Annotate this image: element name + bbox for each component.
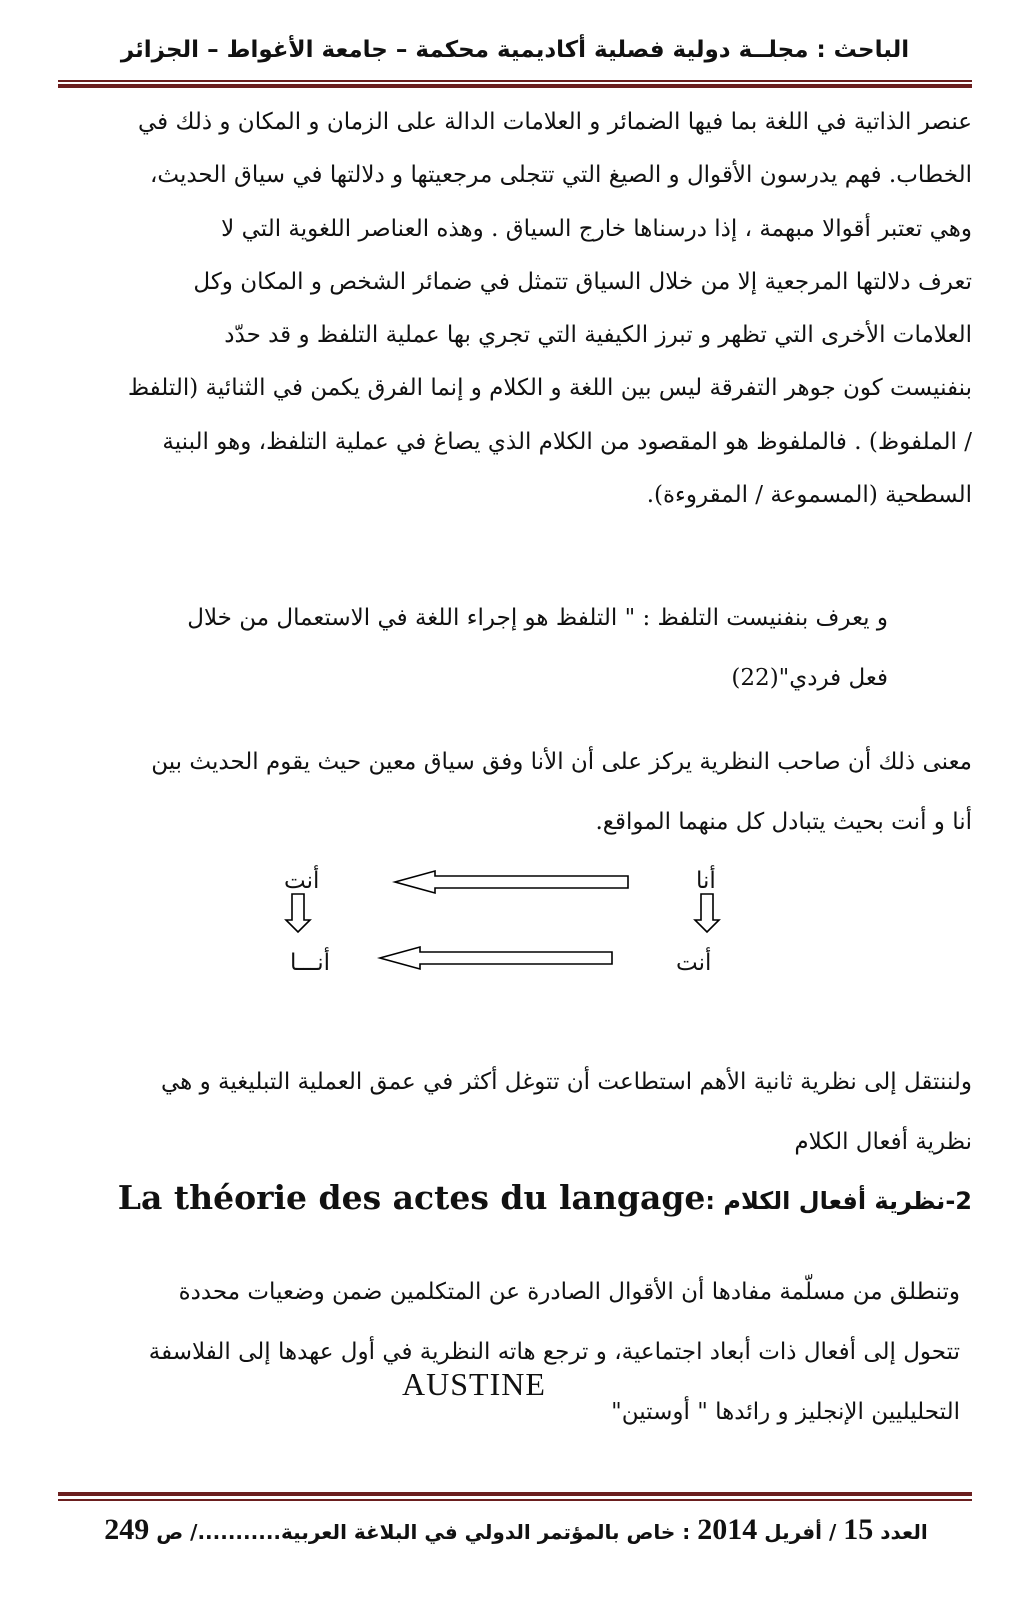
page-footer [60,1508,972,1552]
bottom-left-arrow [380,947,612,969]
text-line: أنا و أنت بحيث يتبادل كل منهما المواقع. [595,809,972,835]
right-down-arrow [695,894,719,932]
diagram-label-ana-bottom: أنـــا [290,950,331,976]
paragraph-benveniste-definition [62,588,972,708]
heading-colon: : [705,1187,716,1215]
footer-rule-thick [58,1492,972,1496]
footer-issue-number: 15 [843,1513,874,1546]
text-line: وهي تعتبر أقوالا مبهمة ، إذا درسناها خارج السياق . وهذه العناصر اللغوية التي لا [221,215,972,242]
text-line: عنصر الذاتية في اللغة بما فيها الضمائر و العلامات الدالة على الزمان و المكان و ذلك في [137,109,972,135]
text-line: معنى ذلك أن صاحب النظرية يركز على أن الأنا وفق سياق معين حيث يقوم الحديث بين [151,749,972,775]
footer-text: خاص بالمؤتمر الدولي في البلاغة العربية.........../ [190,1520,676,1544]
section-heading [92,1176,972,1223]
text-line: تعرف دلالتها المرجعية إلا من خلال السياق تتمثل في ضمائر الشخص و المكان وكل [193,268,972,295]
text-line: العلامات الأخرى التي تظهر و تبرز الكيفية التي تجري بها عملية التلفظ و قد حدّد [224,322,972,349]
latin-name-austine: AUSTINE [402,1366,546,1402]
text-line: نظرية أفعال الكلام [794,1129,972,1155]
footer-rule-thin [58,1499,972,1501]
diagram-label-anta-bottom: أنت [676,950,712,976]
heading-french: La théorie des actes du langage [117,1178,706,1217]
text-line: التحليليين الإنجليز و رائدها " أوستين" [611,1399,960,1425]
diagram-label-anta-top: أنت [284,868,320,894]
text-line: ولننتقل إلى نظرية ثانية الأهم استطاعت أن تتوغل أكثر في عمق العملية التبليغية و هي [161,1069,972,1095]
footer-year: 2014 [697,1513,758,1546]
paragraph-ego-context [62,732,972,852]
left-down-arrow [286,894,310,932]
text-line: و يعرف بنفنيست التلفظ : " التلفظ هو إجراء اللغة في الاستعمال من خلال [187,605,888,631]
text-line: بنفنيست كون جوهر التفرقة ليس بين اللغة و الكلام و إنما الفرق يكمن في الثنائية (التلفظ [127,375,972,402]
diagram-arrows [270,860,750,980]
text-line: فعل فردي"(22) [731,665,888,691]
paragraph-speech-acts [62,1262,972,1442]
footer-page-label: ص [156,1520,184,1544]
text-line: تتحول إلى أفعال ذات أبعاد اجتماعية، و ترجع هاته النظرية في أول عهدها إلى الفلاسفة [148,1339,960,1365]
header-rule-thick [58,84,972,88]
top-left-arrow [395,871,628,893]
footer-issue-label: العدد [880,1520,928,1544]
footer-slash: / [828,1520,837,1544]
heading-arabic: نظرية أفعال الكلام [723,1187,946,1215]
paragraph-enunciation-subjectivity [62,96,972,522]
header-rule-thin [58,80,972,82]
footer-colon: : [682,1520,691,1544]
footer-month: أفريل [764,1520,822,1544]
heading-number: 2- [945,1187,972,1215]
paragraph-transition [62,1052,972,1172]
footer-page-number: 249 [104,1513,150,1546]
text-line: وتنطلق من مسلّمة مفادها أن الأقوال الصادرة عن المتكلمين ضمن وضعيات محددة [178,1279,960,1305]
diagram-label-ana-top: أنا [696,868,716,894]
text-line: / الملفوظ) . فالملفوظ هو المقصود من الكلام الذي يصاغ في عملية التلفظ، وهو البنية [162,428,972,455]
text-line: السطحية (المسموعة / المقروءة). [646,482,972,509]
text-line: الخطاب. فهم يدرسون الأقوال و الصيغ التي تتجلى مرجعيتها و دلالتها في سياق الحديث، [149,162,972,189]
running-header: الباحث : مجلــة دولية فصلية أكاديمية محكمة – جامعة الأغواط – الجزائر [120,37,910,63]
